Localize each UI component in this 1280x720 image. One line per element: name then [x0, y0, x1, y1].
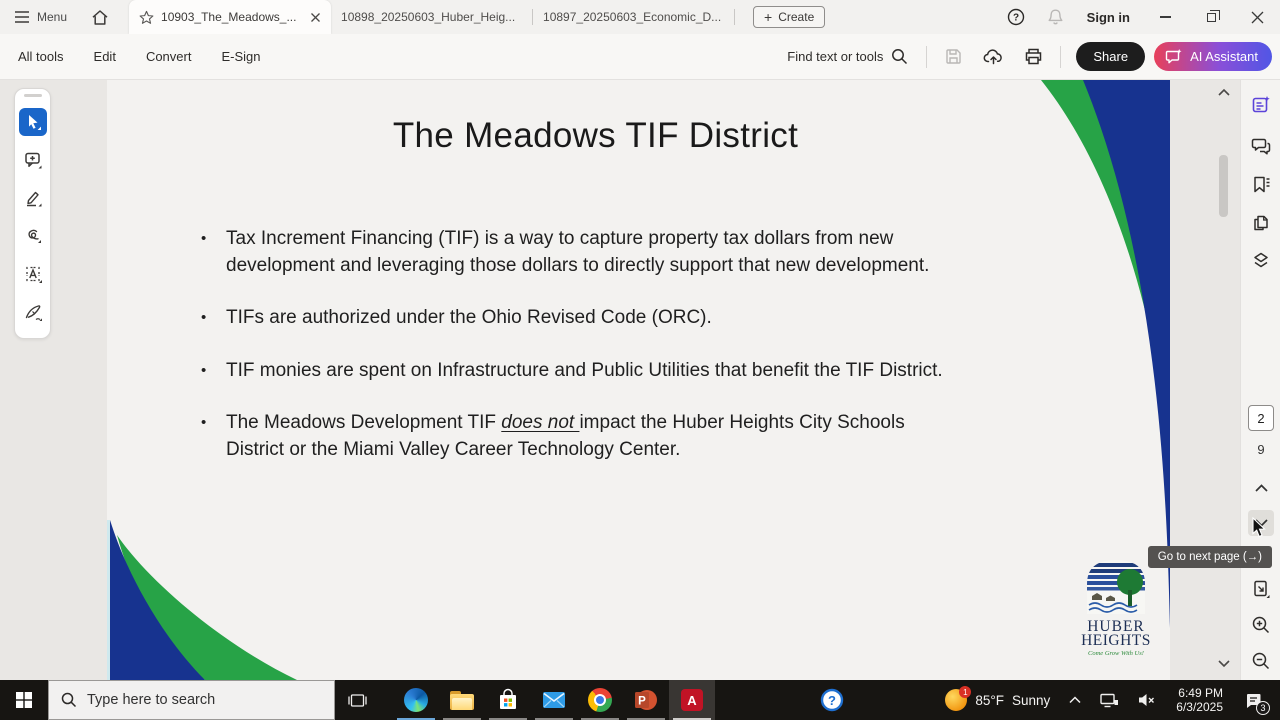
bullet-item [199, 226, 961, 279]
pdf-page [107, 80, 1170, 680]
acrobat-icon [680, 688, 704, 712]
taskbar-search[interactable] [48, 680, 335, 720]
create-label: Create [778, 10, 815, 24]
add-text-tool-button[interactable] [19, 260, 47, 288]
bullet-text: TIF monies are spent on Infrastructure and Public Utilities that benefit the TIF District. [226, 359, 943, 381]
zoom-out-icon [1250, 650, 1272, 672]
chevron-down-icon [1218, 660, 1230, 668]
layers-panel-button[interactable] [1250, 250, 1272, 272]
svg-text:HUBER: HUBER [1087, 618, 1145, 635]
taskbar-edge-button[interactable] [393, 680, 439, 720]
edit-menu[interactable]: Edit [93, 49, 116, 64]
find-button[interactable] [777, 42, 918, 71]
system-tray [937, 680, 1280, 720]
bullet-item [199, 358, 961, 385]
convert-menu[interactable]: Convert [145, 49, 192, 64]
taskbar-store-button[interactable] [485, 680, 531, 720]
clock[interactable] [1167, 686, 1232, 714]
weather-icon [945, 689, 967, 711]
minimize-icon [1160, 16, 1171, 18]
clock-time: 6:49 PM [1178, 686, 1223, 700]
select-arrow-icon [23, 112, 43, 132]
powerpoint-icon [634, 688, 658, 712]
page-display-button[interactable] [1250, 578, 1272, 600]
tab-label: 10897_20250603_Economic_D... [543, 10, 722, 24]
upload-cloud-button[interactable] [974, 41, 1013, 72]
print-button[interactable] [1015, 41, 1052, 72]
add-comment-tool-button[interactable] [19, 146, 47, 174]
ai-summary-icon [1250, 94, 1272, 116]
notifications-button[interactable] [1036, 8, 1075, 26]
emphasized-text: does not [501, 412, 580, 434]
taskbar-chrome-button[interactable] [577, 680, 623, 720]
weather-badge: 1 [959, 686, 971, 698]
toolbar-right [777, 41, 1280, 72]
taskbar-mail-button[interactable] [531, 680, 577, 720]
network-button[interactable] [1092, 680, 1126, 720]
draw-tool-button[interactable] [19, 222, 47, 250]
layers-icon [1250, 250, 1272, 272]
select-tool-button[interactable] [19, 108, 47, 136]
tab-label: 10898_20250603_Huber_Heig... [341, 10, 516, 24]
bullet-item [199, 305, 961, 332]
right-rail [1240, 80, 1280, 680]
svg-text:HEIGHTS: HEIGHTS [1081, 632, 1151, 649]
all-tools-menu[interactable]: All tools [18, 49, 64, 64]
plus-icon: + [764, 9, 773, 25]
hamburger-icon [14, 11, 30, 23]
main-toolbar [0, 34, 1280, 80]
bullet-item [199, 410, 961, 463]
bullet-text: Tax Increment Financing (TIF) is a way to capture property tax dollars from new development and leveraging those dollars to directly support that new development. [226, 228, 930, 276]
taskbar-file-explorer-button[interactable] [439, 680, 485, 720]
windows-taskbar [0, 680, 1280, 720]
task-view-icon [348, 692, 367, 709]
chrome-icon [588, 688, 612, 712]
print-icon [1024, 47, 1043, 66]
help-button[interactable] [996, 8, 1036, 26]
total-pages-label: 9 [1257, 442, 1265, 457]
weather-condition: Sunny [1012, 692, 1051, 708]
bullet-text: The Meadows Development TIF does not impact the Huber Heights City Schools District or the Miami Valley Career Technology Center. [226, 412, 905, 460]
svg-text:Come Grow With Us!: Come Grow With Us! [1088, 650, 1144, 657]
minimize-button[interactable] [1142, 0, 1188, 34]
squiggle-icon [23, 226, 43, 246]
highlighter-icon [23, 188, 43, 208]
tab-huber-heights[interactable] [331, 0, 533, 34]
tab-label: 10903_The_Meadows_... [161, 10, 297, 24]
fill-sign-tool-button[interactable] [19, 298, 47, 326]
next-page-button[interactable] [1248, 510, 1274, 536]
zoom-out-button[interactable] [1250, 650, 1272, 672]
edge-icon [404, 688, 428, 712]
tab-meadows[interactable] [129, 0, 331, 34]
chevron-up-icon [1255, 484, 1268, 492]
ethernet-icon [1099, 692, 1119, 709]
current-page-input[interactable]: 2 [1248, 405, 1274, 431]
svg-text:?: ? [1012, 12, 1019, 24]
clock-date: 6/3/2025 [1176, 700, 1223, 714]
store-icon [497, 688, 519, 712]
tray-overflow-button[interactable] [1062, 680, 1088, 720]
ai-assistant-button[interactable] [1154, 42, 1272, 71]
comment-plus-icon [23, 150, 43, 170]
tab-economic[interactable] [533, 0, 735, 34]
volume-muted-button[interactable] [1130, 680, 1163, 720]
bullet-glyph: • [201, 230, 207, 247]
comments-icon [1250, 135, 1272, 157]
zoom-in-button[interactable] [1250, 614, 1272, 636]
save-button[interactable] [935, 41, 972, 72]
taskbar-search-input[interactable] [87, 692, 307, 708]
sign-in-button[interactable]: Sign in [1086, 9, 1130, 25]
svg-text:?: ? [828, 693, 836, 708]
zoom-in-icon [1250, 614, 1272, 636]
menu-button[interactable] [0, 0, 77, 34]
bookmarks-panel-button[interactable] [1250, 174, 1272, 196]
esign-menu[interactable]: E-Sign [221, 49, 261, 64]
ai-assistant-icon [1165, 48, 1183, 65]
document-tabs [129, 0, 735, 34]
save-icon [944, 47, 963, 66]
restore-icon [1207, 13, 1216, 22]
bell-icon [1047, 8, 1064, 26]
volume-muted-icon [1137, 692, 1156, 708]
create-tab-button[interactable] [753, 6, 825, 28]
scroll-down-button[interactable] [1214, 656, 1234, 672]
start-button[interactable] [0, 680, 48, 720]
help-icon [1007, 8, 1025, 26]
panel-grip[interactable] [24, 94, 42, 97]
notification-badge: 3 [1256, 701, 1270, 715]
share-button[interactable]: Share [1076, 42, 1145, 71]
quick-tools-panel [14, 88, 51, 339]
search-icon [891, 48, 908, 65]
huber-heights-logo [1080, 556, 1152, 660]
chevron-down-icon [1255, 519, 1268, 527]
tab-separator [734, 9, 735, 25]
bullet-glyph: • [201, 361, 207, 379]
ai-assistant-label: AI Assistant [1190, 49, 1258, 64]
tab-close-icon[interactable] [310, 12, 321, 23]
restore-button[interactable] [1188, 0, 1234, 34]
bookmarks-icon [1250, 174, 1272, 196]
signature-pen-icon [23, 302, 43, 322]
chevron-up-icon [1069, 696, 1081, 704]
menu-label: Menu [37, 10, 68, 24]
notification-center-button[interactable] [1236, 680, 1276, 720]
pages-panel-button[interactable] [1250, 212, 1272, 234]
find-label: Find text or tools [787, 49, 884, 64]
mail-icon [542, 690, 566, 710]
search-icon [61, 692, 77, 708]
taskbar-acrobat-button[interactable] [669, 680, 715, 720]
title-bar [0, 0, 1280, 34]
file-explorer-icon [450, 691, 474, 710]
scrollbar-thumb[interactable] [1219, 155, 1228, 217]
slide-title: The Meadows TIF District [392, 116, 799, 155]
home-button[interactable] [77, 0, 123, 34]
previous-page-button[interactable] [1248, 475, 1274, 501]
comments-panel-button[interactable] [1250, 135, 1272, 157]
titlebar-right [996, 0, 1280, 34]
weather-widget[interactable] [937, 680, 1058, 720]
upload-cloud-icon [983, 47, 1004, 66]
copy-pages-icon [1250, 212, 1272, 234]
svg-text:P: P [638, 695, 646, 708]
weather-temp: 85°F [975, 692, 1004, 708]
windows-logo-icon [16, 692, 32, 708]
divider [1060, 46, 1061, 68]
close-button[interactable] [1234, 0, 1280, 34]
star-icon [139, 10, 154, 25]
page-display-icon [1250, 578, 1272, 600]
bullet-glyph: • [201, 414, 207, 432]
task-view-button[interactable] [335, 680, 379, 720]
bullet-text: TIFs are authorized under the Ohio Revised Code (ORC). [226, 307, 712, 329]
bullet-glyph: • [201, 309, 207, 327]
ai-summary-panel-button[interactable] [1250, 94, 1272, 116]
add-text-icon [23, 264, 43, 284]
get-help-icon [820, 688, 844, 712]
taskbar-get-help-button[interactable] [809, 680, 855, 720]
taskbar-powerpoint-button[interactable] [623, 680, 669, 720]
slide-decoration-bottom-left [107, 520, 407, 680]
slide-bullets [199, 226, 961, 490]
chevron-up-icon [1218, 88, 1230, 96]
next-page-tooltip: Go to next page (→) [1148, 546, 1272, 568]
highlight-tool-button[interactable] [19, 184, 47, 212]
close-icon [1251, 11, 1264, 24]
home-icon [91, 9, 109, 26]
svg-text:A: A [687, 693, 697, 708]
divider [926, 46, 927, 68]
scroll-up-button[interactable] [1214, 84, 1234, 100]
